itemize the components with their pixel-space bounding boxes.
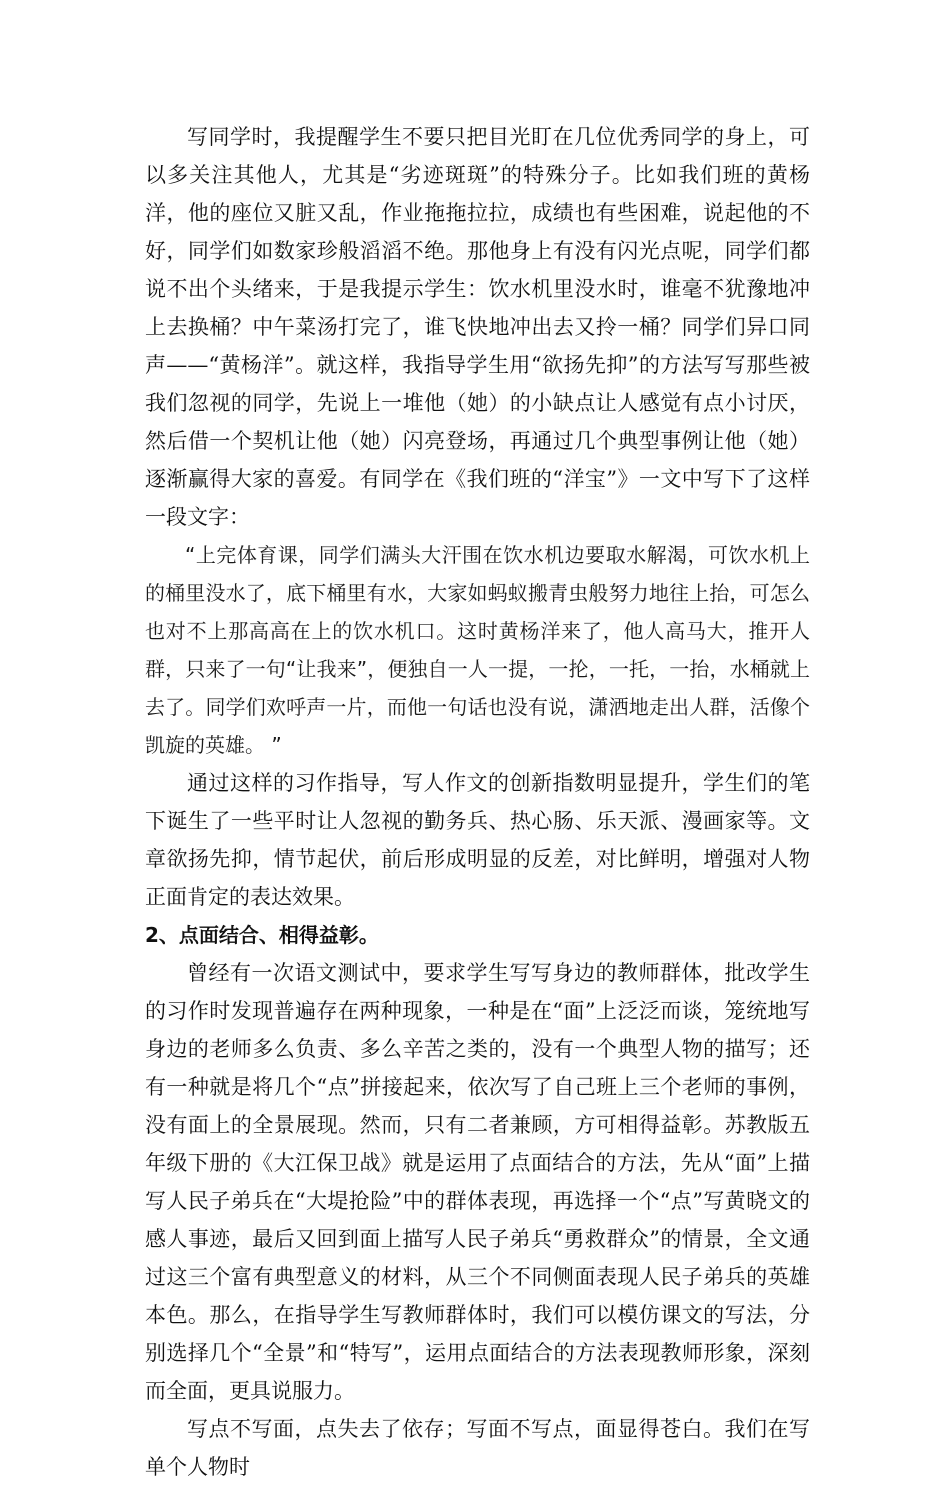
quoted-student-excerpt: “上完体育课，同学们满头大汗围在饮水机边要取水解渴，可饮水机上的桶里没水了，底下桶里有水，大家如蚂蚁搬青虫般努力地往上抬，可怎么也对不上那高高在上的饮水机口。这时黄杨洋来了，他人高马大，推开人群，只来了一句“让我来”，便独自一人一提，一抡，一托，一抬，水桶就上去了。同学们欢呼声一片，而他一句话也没有说，潇洒地走出人群，活像个凯旋的英雄。 ” [145, 543, 810, 757]
paragraph-classmates: 写同学时，我提醒学生不要只把目光盯在几位优秀同学的身上，可以多关注其他人，尤其是“劣迹斑斑”的特殊分子。比如我们班的黄杨洋，他的座位又脏又乱，作业拖拖拉拉，成绩也有些困难，说起他的不好，同学们如数家珍般滔滔不绝。那他身上有没有闪光点呢，同学们都说不出个头绪来，于是我提示学生：饮水机里没水时，谁毫不犹豫地冲上去换桶？中午菜汤打完了，谁飞快地冲出去又拎一桶？同学们异口同声——“黄杨洋”。就这样，我指导学生用“欲扬先抑”的方法写写那些被我们忽视的同学，先说上一堆他（她）的小缺点让人感觉有点小讨厌，然后借一个契机让他（她）闪亮登场，再通过几个典型事例让他（她）逐渐赢得大家的喜爱。有同学在《我们班的“洋宝”》一文中写下了这样一段文字： [145, 125, 810, 529]
document-page [145, 118, 810, 1486]
section-heading-2: 2、点面结合、相得益彰。 [145, 923, 379, 947]
paragraph-continuation: 写点不写面，点失去了依存；写面不写点，面显得苍白。我们在写单个人物时 [145, 1417, 810, 1479]
paragraph-guidance-result: 通过这样的习作指导，写人作文的创新指数明显提升，学生们的笔下诞生了一些平时让人忽视的勤务兵、热心肠、乐天派、漫画家等。文章欲扬先抑，情节起伏，前后形成明显的反差，对比鲜明，增强对人物正面肯定的表达效果。 [145, 771, 810, 909]
paragraph-point-and-surface: 曾经有一次语文测试中，要求学生写写身边的教师群体，批改学生的习作时发现普遍存在两种现象，一种是在“面”上泛泛而谈，笼统地写身边的老师多么负责、多么辛苦之类的，没有一个典型人物的描写；还有一种就是将几个“点”拼接起来，依次写了自己班上三个老师的事例，没有面上的全景展现。然而，只有二者兼顾，方可相得益彰。苏教版五年级下册的《大江保卫战》就是运用了点面结合的方法，先从“面”上描写人民子弟兵在“大堤抢险”中的群体表现，再选择一个“点”写黄晓文的感人事迹，最后又回到面上描写人民子弟兵“勇救群众”的情景，全文通过这三个富有典型意义的材料，从三个不同侧面表现人民子弟兵的英雄本色。那么，在指导学生写教师群体时，我们可以模仿课文的写法，分别选择几个“全景”和“特写”，运用点面结合的方法表现教师形象，深刻而全面，更具说服力。 [145, 961, 810, 1403]
